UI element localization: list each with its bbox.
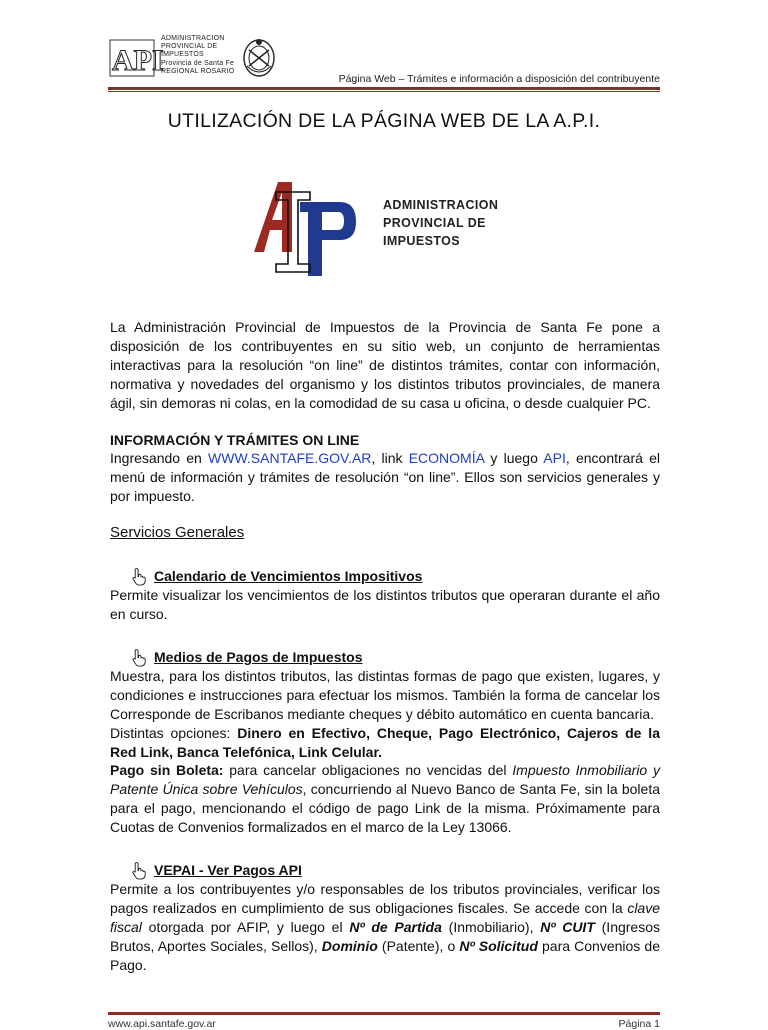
vepai-bold-italic: Nº Solicitud (459, 937, 538, 954)
vepai-text: (Patente), o (377, 937, 460, 954)
page-header (108, 32, 660, 90)
header-rule (108, 87, 660, 92)
link-economia[interactable]: ECONOMÍA (408, 450, 485, 467)
api-logo-large (248, 172, 360, 278)
item-heading-vepai (130, 861, 660, 880)
link-santafe[interactable]: WWW.SANTAFE.GOV.AR (208, 450, 372, 467)
item-heading-text[interactable]: Medios de Pagos de Impuestos (154, 648, 363, 665)
vepai-text: (Inmobiliario), (441, 918, 541, 935)
header-org-name (161, 35, 234, 76)
vepai-text: otorgada por AFIP, y luego el (141, 918, 350, 935)
item-text: Muestra, para los distintos tributos, las distintas formas de pago que existen, lugares, y condiciones e instrucciones para efectuar los mismos. También la forma de cancelar los Corresponde de Escribanos mediante cheques y débito automático en cuenta bancaria. (110, 667, 660, 722)
hand-pointer-icon (130, 861, 149, 880)
vepai-bold-italic: Nº de Partida (349, 918, 442, 935)
header-org-line: IMPUESTOS (161, 51, 204, 59)
api-logo-small (108, 36, 164, 80)
item-sin-boleta (110, 761, 660, 837)
footer-page-number: Página 1 (618, 1018, 660, 1030)
sin-boleta-italic: Impuesto Inmobiliario y Patente Única sobre Vehículos (110, 762, 661, 798)
section-text: Ingresando en (110, 450, 209, 467)
hand-pointer-icon (130, 567, 149, 586)
big-org-line: IMPUESTOS (383, 234, 460, 248)
svg-text:API: API (112, 44, 164, 77)
item-heading-text[interactable]: Calendario de Vencimientos Impositivos (154, 568, 423, 585)
services-title-text: Servicios Generales (110, 524, 245, 542)
services-title (110, 524, 660, 543)
header-org-line: ADMINISTRACION (161, 35, 225, 42)
item-text: Permite visualizar los vencimientos de los distintos tributos que operaran durante el año en curso. (110, 587, 660, 622)
item-options (110, 724, 660, 762)
vepai-text: (Ingresos Brutos, Aportes Sociales, Sellos), (110, 918, 660, 954)
section-heading: INFORMACIÓN Y TRÁMITES ON LINE (110, 431, 360, 448)
header-org-line: Provincia de Santa Fe (161, 59, 235, 67)
vepai-italic: clave fiscal (110, 899, 660, 935)
hand-pointer-icon (130, 648, 149, 667)
big-org-line: ADMINISTRACION (383, 198, 499, 212)
big-org-name (383, 196, 498, 250)
document-body (110, 318, 660, 975)
sin-boleta-text: , concurriendo al Nuevo Banco de Santa Fe, sin la boleta para el pago, mencionando el código de pago Link de la misma. Próximamente para Cuotas de Convenios formalizados en el marco de la Ley 13066. (110, 781, 660, 836)
options-list: Dinero en Efectivo, Cheque, Pago Electrónico, Cajeros de la Red Link, Banca Telefónica, Link Celular. (110, 724, 660, 760)
section-paragraph (110, 449, 660, 506)
big-org-line: PROVINCIAL DE (383, 216, 486, 230)
item-heading-text[interactable]: VEPAI - Ver Pagos API (154, 862, 302, 879)
footer-url[interactable]: www.api.santafe.gov.ar (108, 1018, 216, 1030)
item-heading-medios (130, 648, 660, 667)
vepai-text: para Convenios de Pago. (110, 937, 660, 973)
section-text: , link (371, 450, 409, 467)
item-text-vepai (110, 880, 660, 975)
vepai-text: Permite a los contribuyentes y/o responsables de los tributos provinciales, verificar los pagos realizados en cumplimiento de sus obligaciones fiscales. Se accede con la (110, 881, 660, 916)
sin-boleta-label: Pago sin Boleta: (110, 762, 224, 779)
provincial-seal-icon (242, 36, 276, 78)
section-text: y luego (484, 450, 544, 467)
header-org-line: PROVINCIAL DE (161, 43, 218, 51)
options-label: Distintas opciones: (110, 724, 238, 741)
intro-paragraph: La Administración Provincial de Impuestos de la Provincia de Santa Fe pone a disposición de los contribuyentes en su sitio web, un conjunto de herramientas interactivas para la resolución “on line” de distintos trámites, contar con información, normativa y novedades del organismo y los distintos tributos provinciales, de manera ágil, sin demoras ni colas, en la comodidad de su casa u oficina, o desde cualquier PC. (110, 319, 660, 411)
vepai-bold-italic: Nº CUIT (540, 918, 595, 935)
section-text: , encontrará el menú de información y trámites de resolución “on line”. Ellos son servicios generales y por impuesto. (110, 450, 661, 505)
header-caption: Página Web – Trámites e información a disposición del contribuyente (338, 73, 660, 85)
link-api[interactable]: API (543, 450, 566, 467)
header-org-line: REGIONAL ROSARIO (161, 67, 235, 75)
footer-rule (108, 1012, 660, 1015)
page-title: UTILIZACIÓN DE LA PÁGINA WEB DE LA A.P.I. (167, 110, 601, 132)
item-heading-calendario (130, 567, 660, 586)
sin-boleta-text: para cancelar obligaciones no vencidas del (223, 762, 513, 779)
vepai-bold-italic: Dominio (321, 937, 378, 954)
